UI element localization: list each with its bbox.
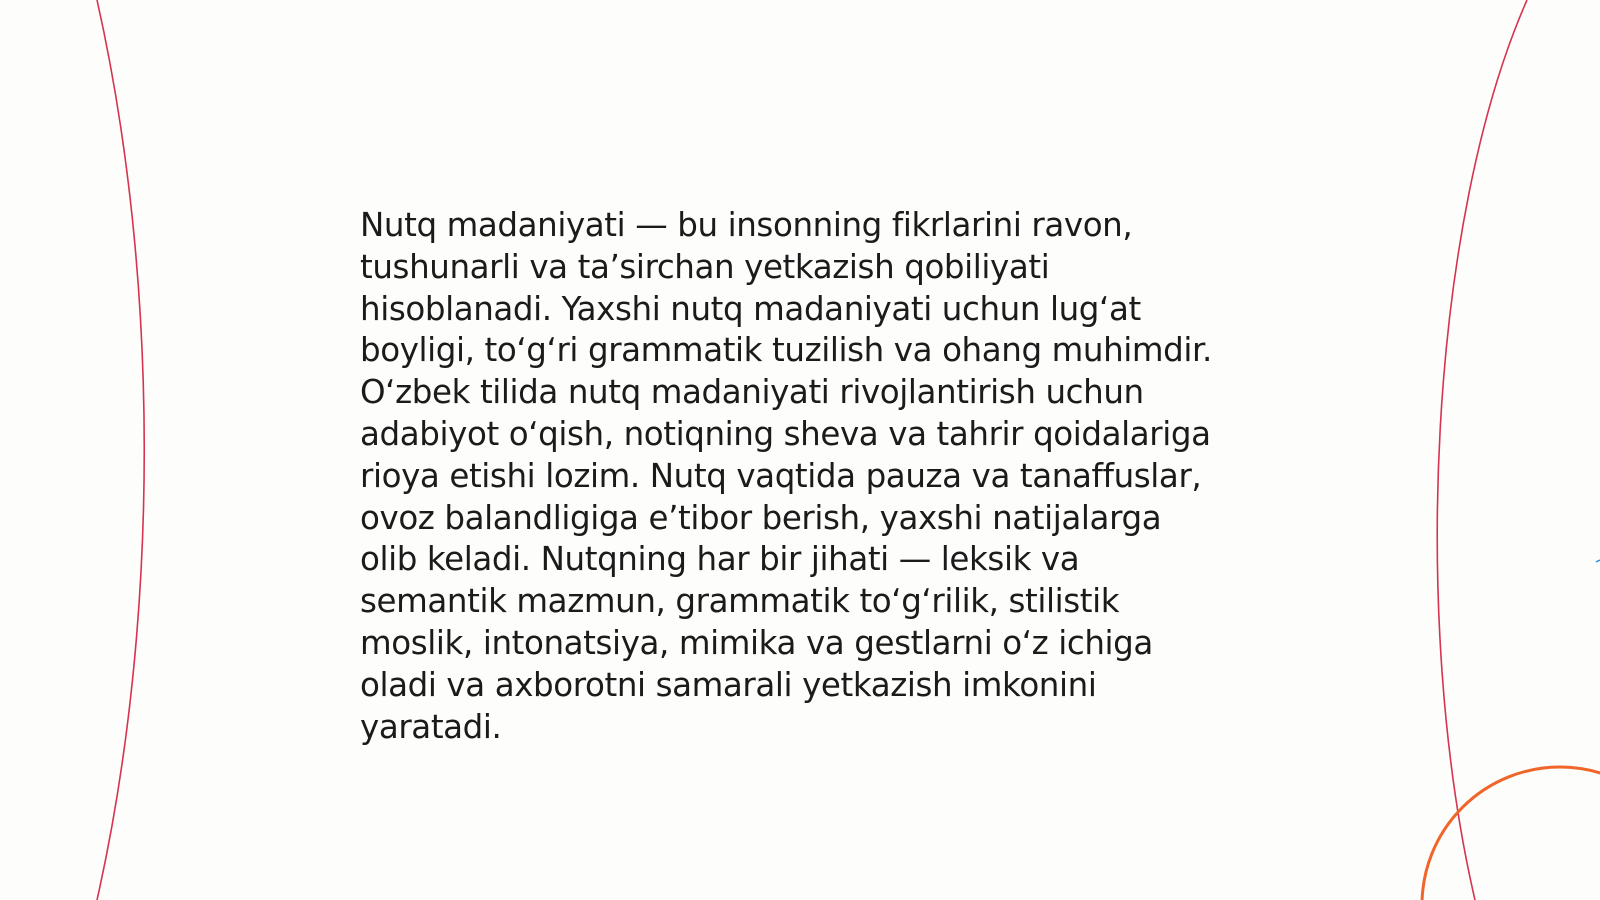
left-arc-line xyxy=(97,0,144,900)
body-line: moslik, intonatsiya, mimika va gestlarni o‘z ichiga xyxy=(360,623,1153,662)
body-line: Nutq madaniyati — bu insonning fikrlarini ravon, xyxy=(360,206,1133,244)
body-line: yaratadi. xyxy=(360,707,502,746)
body-line: semantik mazmun, grammatik to‘g‘rilik, stilistik xyxy=(360,582,1120,621)
body-line: tushunarli va ta’sirchan yetkazish qobiliyati xyxy=(360,247,1050,286)
body-line: rioya etishi lozim. Nutq vaqtida pauza va tanaffuslar, xyxy=(360,456,1202,495)
body-line: boyligi, to‘g‘ri grammatik tuzilish va ohang muhimdir. xyxy=(360,331,1212,370)
body-line: adabiyot o‘qish, notiqning sheva va tahrir qoidalariga xyxy=(360,414,1211,453)
body-line: O‘zbek tilida nutq madaniyati rivojlantirish uchun xyxy=(360,373,1144,412)
body-line: ovoz balandligiga e’tibor berish, yaxshi natijalarga xyxy=(360,498,1162,537)
orange-circle-outline xyxy=(1422,767,1600,900)
body-line: hisoblanadi. Yaxshi nutq madaniyati uchun lug‘at xyxy=(360,289,1141,328)
blue-accent-mark xyxy=(1596,560,1600,562)
right-arc-line xyxy=(1437,0,1527,900)
body-line: olib keladi. Nutqning har bir jihati — leksik va xyxy=(360,540,1080,579)
body-text xyxy=(360,205,1240,748)
body-line: oladi va axborotni samarali yetkazish imkonini xyxy=(360,665,1097,704)
